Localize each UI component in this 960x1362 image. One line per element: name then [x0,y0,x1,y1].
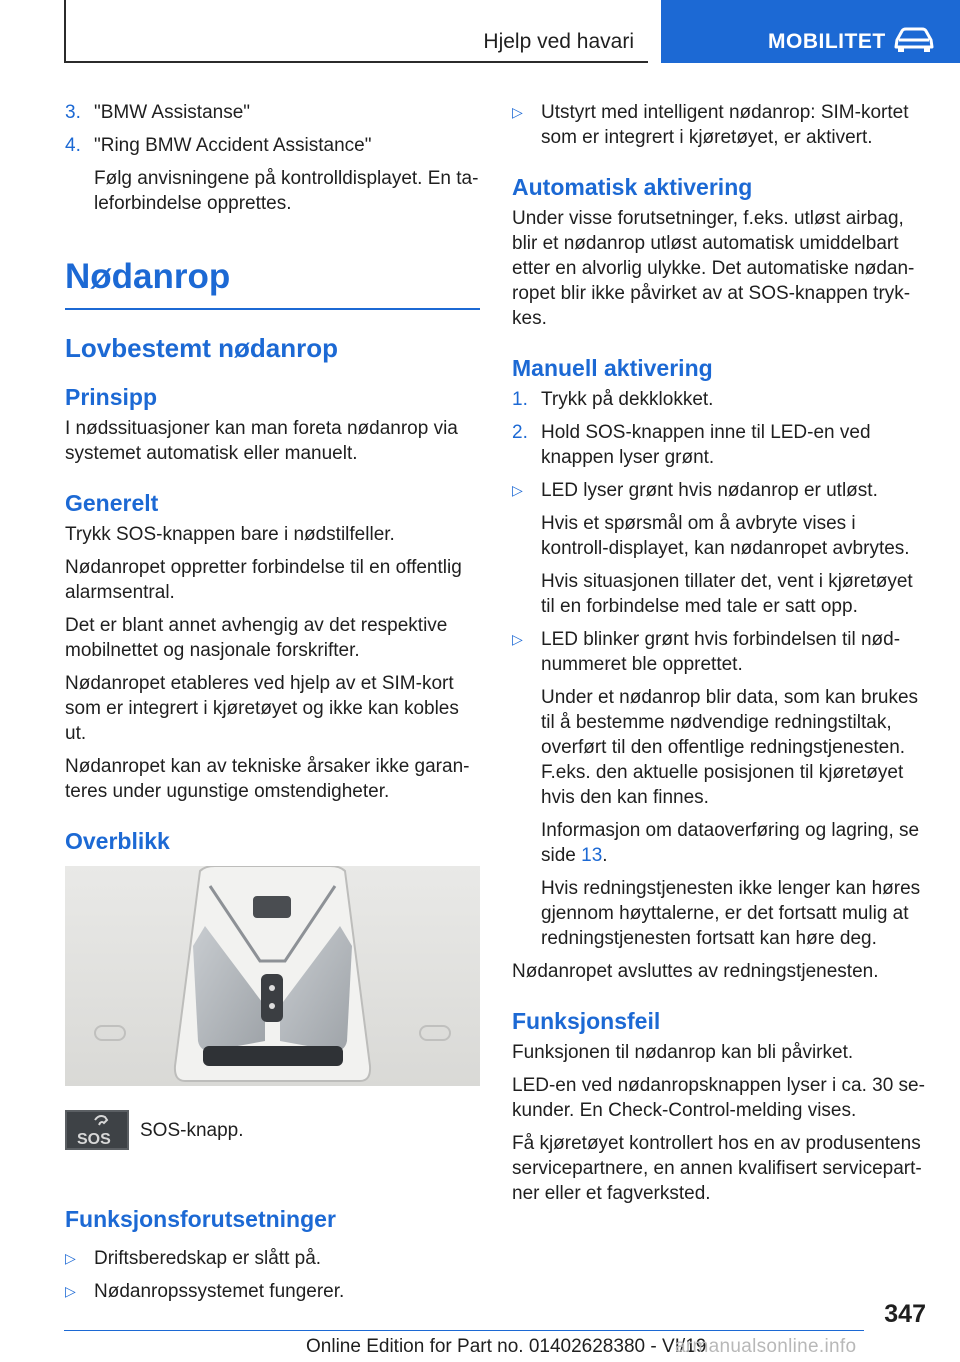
overhead-console-photo [65,866,480,1086]
generelt-para: Det er blant annet avhengig av det respektive mobilnettet og nasjonale forskrifter. [65,615,448,661]
chapter-heading: Nødanrop [65,257,231,296]
led-on-text: LED lyser grønt hvis nødanrop er utløst. [541,480,878,501]
right-column [512,100,927,1214]
sos-button-icon [65,1110,129,1150]
section-heading: Lovbestemt nødanrop [65,333,339,363]
triangle-bullet-icon: ▷ [512,104,523,120]
condition-text: Nødanropssystemet fungerer. [94,1281,345,1302]
step-number: 4. [65,135,81,156]
step-text: "Ring BMW Accident Assistance" [94,135,372,156]
fault-para: Få kjøretøyet kontrollert hos en av produsentens servicepartnere, en annen kvalifisert servicepart-ner eller et fagverksted. [512,1133,922,1204]
auto-activation-text: Under visse forutsetninger, f.eks. utløst airbag, blir et nødanrop utløst automatisk umiddelbart etter en alvorlig ulykke. Det automatiske nødan-ropet blir ikke påvirket av at SOS-knappen tryk-kes. [512,208,915,329]
triangle-bullet-icon: ▷ [512,482,523,498]
reference-period: . [602,845,608,866]
led-blink-continuation: Under et nødanrop blir data, som kan brukes til å bestemme nødvendige redningstiltak, overført til den offentlige redningstjenesten. F.eks. den aktuelle posisjonen til kjøretøyet hvis den kan finnes. [541,687,919,808]
left-column [65,100,480,1312]
header-section-box [661,0,960,63]
fault-para: LED-en ved nødanropsknappen lyser i ca. 30 se-kunder. En Check-Control-melding vises. [512,1075,925,1121]
triangle-bullet-icon: ▷ [65,1250,76,1266]
car-icon [893,27,935,53]
manual-step-1 [512,387,927,412]
step-text: Trykk på dekklokket. [541,389,714,410]
header-chapter-box [64,0,648,63]
end-text: Nødanropet avsluttes av redningstjenesten. [512,961,879,982]
auto-activation-heading: Automatisk aktivering [512,174,753,200]
page-reference-link[interactable]: 13 [581,845,603,866]
step-number: 3. [65,102,81,123]
overblikk-heading: Overblikk [65,828,170,854]
generelt-para: Nødanropet oppretter forbindelse til en offentlig alarmsentral. [65,557,462,603]
step-4-continuation: Følg anvisningene på kontrolldisplayet. En ta-leforbindelse opprettes. [94,168,479,214]
section-title: MOBILITET [768,30,886,53]
step-3 [65,100,480,125]
sos-caption: SOS-knapp. [140,1120,244,1141]
step-text: Hold SOS-knappen inne til LED-en ved knappen lyser grønt. [541,422,871,468]
page-number: 347 [884,1300,926,1328]
condition-text: Driftsberedskap er slått på. [94,1248,322,1269]
led-blink-item [512,627,927,677]
led-on-item [512,478,927,503]
generelt-para: Trykk SOS-knappen bare i nødstilfeller. [65,524,395,545]
chapter-title: Hjelp ved havari [483,30,634,53]
prinsipp-text: I nødssituasjoner kan man foreta nødanrop via systemet automatisk eller manuelt. [65,418,458,464]
condition-text: Utstyrt med intelligent nødanrop: SIM-kortet som er integrert i kjøretøyet, er aktivert. [541,102,909,148]
generelt-para: Nødanropet etableres ved hjelp av et SIM-kort som er integrert i kjøretøyet og ikke kan kobles ut. [65,673,459,744]
generelt-para: Nødanropet kan av tekniske årsaker ikke garan-teres under ugunstige omstendigheter. [65,756,470,802]
step-number: 1. [512,389,528,410]
edition-line: Online Edition for Part no. 01402628380 - VI/19 [306,1336,707,1357]
manual-activation-heading: Manuell aktivering [512,355,713,381]
prinsipp-heading: Prinsipp [65,384,158,410]
condition-item [65,1279,480,1304]
step-number: 2. [512,422,528,443]
footer-rule [64,1330,864,1331]
fault-heading: Funksjonsfeil [512,1008,661,1034]
condition-item [65,1246,480,1271]
fault-para: Funksjonen til nødanrop kan bli påvirket. [512,1042,854,1063]
step-text: "BMW Assistanse" [94,102,251,123]
watermark: armanualsonline.info [675,1336,857,1357]
step-4 [65,133,480,158]
funksjonsforutsetninger-heading: Funksjonsforutsetninger [65,1206,336,1232]
condition-item [512,100,927,150]
led-on-continuation: Hvis situasjonen tillater det, vent i kjøretøyet til en forbindelse med tale er satt opp. [541,571,913,617]
led-blink-continuation [512,818,927,868]
manual-step-2 [512,420,927,470]
led-blink-continuation: Hvis redningstjenesten ikke lenger kan høres gjennom høyttalerne, er det fortsatt mulig at redningstjenesten fortsatt kan høre deg. [541,878,921,949]
reference-text: Informasjon om dataoverføring og lagring, se side [541,820,920,866]
led-blink-text: LED blinker grønt hvis forbindelsen til nød-nummeret ble opprettet. [541,629,901,675]
heading-rule [65,308,480,310]
sos-icon-label: SOS [77,1131,111,1148]
generelt-heading: Generelt [65,490,159,516]
led-on-continuation: Hvis et spørsmål om å avbryte vises i kontroll-displayet, kan nødanropet avbrytes. [541,513,910,559]
sos-legend [65,1110,480,1178]
triangle-bullet-icon: ▷ [512,631,523,647]
triangle-bullet-icon: ▷ [65,1283,76,1299]
